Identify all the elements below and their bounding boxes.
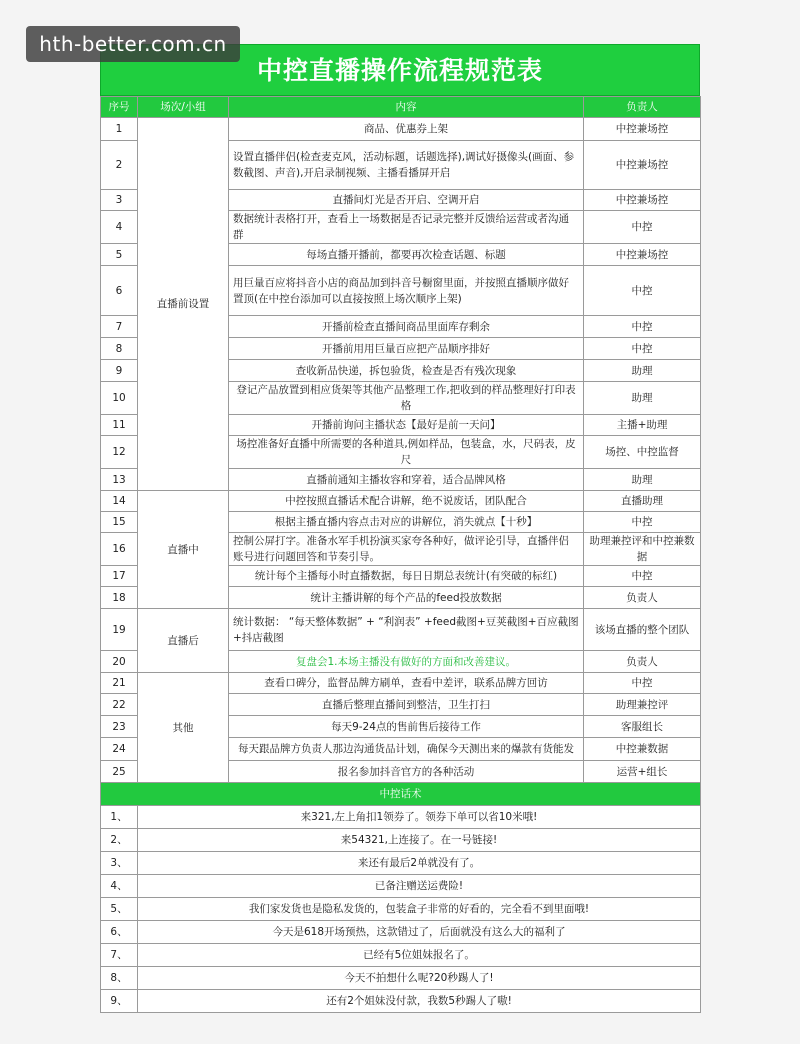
- script-number: 5、: [101, 898, 138, 921]
- row-number: 7: [101, 316, 138, 338]
- row-owner: 客服组长: [584, 716, 701, 738]
- script-number: 3、: [101, 852, 138, 875]
- row-owner: 中控: [584, 512, 701, 533]
- row-content: 查收新品快递，拆包验货，检查是否有残次现象: [229, 360, 584, 382]
- row-content: 统计主播讲解的每个产品的feed投放数据: [229, 587, 584, 609]
- row-owner: 中控兼数据: [584, 738, 701, 761]
- row-number: 22: [101, 694, 138, 716]
- row-content: 中控按照直播话术配合讲解，绝不说废话，团队配合: [229, 491, 584, 512]
- row-owner: 助理: [584, 360, 701, 382]
- script-text: 已备注赠送运费险!: [138, 875, 701, 898]
- script-text: 来还有最后2单就没有了。: [138, 852, 701, 875]
- row-content: 控制公屏打字。准备水军手机扮演买家夸各种好，做评论引导，直播伴侣账号进行问题回答和节奏引导。: [229, 533, 584, 566]
- script-row: [101, 921, 701, 944]
- row-content: 每场直播开播前，都要再次检查话题、标题: [229, 244, 584, 266]
- header-row: [101, 97, 701, 118]
- row-number: 23: [101, 716, 138, 738]
- script-number: 8、: [101, 967, 138, 990]
- table-row: [101, 491, 701, 512]
- group-cell: 直播后: [138, 609, 229, 673]
- process-table: [100, 96, 701, 1013]
- script-row: [101, 944, 701, 967]
- row-content: 直播前通知主播妆容和穿着，适合品牌风格: [229, 469, 584, 491]
- row-number: 13: [101, 469, 138, 491]
- row-content: 统计每个主播每小时直播数据，每日日期总表统计(有突破的标红): [229, 566, 584, 587]
- row-owner: 运营+组长: [584, 761, 701, 783]
- row-owner: 中控兼场控: [584, 118, 701, 141]
- script-row: [101, 990, 701, 1013]
- row-number: 12: [101, 436, 138, 469]
- row-owner: 中控: [584, 673, 701, 694]
- script-text: 已经有5位姐妹报名了。: [138, 944, 701, 967]
- script-text: 今天不拍想什么呢?20秒踢人了!: [138, 967, 701, 990]
- row-owner: 场控、中控监督: [584, 436, 701, 469]
- header-content: 内容: [229, 97, 584, 118]
- script-number: 2、: [101, 829, 138, 852]
- script-text: 还有2个姐妹没付款，我数5秒踢人了嗷!: [138, 990, 701, 1013]
- script-number: 4、: [101, 875, 138, 898]
- row-number: 24: [101, 738, 138, 761]
- group-cell: 其他: [138, 673, 229, 783]
- script-row: [101, 967, 701, 990]
- row-owner: 直播助理: [584, 491, 701, 512]
- script-number: 9、: [101, 990, 138, 1013]
- row-owner: 中控兼场控: [584, 244, 701, 266]
- script-section-header: [101, 783, 701, 806]
- row-owner: 助理: [584, 469, 701, 491]
- group-cell: 直播前设置: [138, 118, 229, 491]
- row-number: 8: [101, 338, 138, 360]
- script-section-title: 中控话术: [101, 783, 701, 806]
- row-number: 18: [101, 587, 138, 609]
- row-owner: 中控: [584, 566, 701, 587]
- row-number: 9: [101, 360, 138, 382]
- row-number: 14: [101, 491, 138, 512]
- script-row: [101, 806, 701, 829]
- row-owner: 中控: [584, 211, 701, 244]
- row-content: 根据主播直播内容点击对应的讲解位，消失就点【十秒】: [229, 512, 584, 533]
- row-content: 场控准备好直播中所需要的各种道具,例如样品，包装盒，水，尺码表，皮尺: [229, 436, 584, 469]
- row-owner: 负责人: [584, 587, 701, 609]
- row-content: 开播前用用巨量百应把产品顺序排好: [229, 338, 584, 360]
- group-cell: 直播中: [138, 491, 229, 609]
- row-content: 查看口碑分，监督品牌方刷单，查看中差评，联系品牌方回访: [229, 673, 584, 694]
- row-number: 3: [101, 190, 138, 211]
- row-number: 16: [101, 533, 138, 566]
- row-content: 直播后整理直播间到整洁，卫生打扫: [229, 694, 584, 716]
- watermark: hth-better.com.cn: [26, 26, 240, 62]
- header-no: 序号: [101, 97, 138, 118]
- row-content: 登记产品放置到相应货架等其他产品整理工作,把收到的样品整理好打印表格: [229, 382, 584, 415]
- row-owner: 助理: [584, 382, 701, 415]
- row-content: 统计数据： “每天整体数据” + “利润表” +feed截图+豆荚截图+百应截图+抖店截图: [229, 609, 584, 651]
- script-row: [101, 898, 701, 921]
- row-content: 设置直播伴侣(检查麦克风，活动标题，话题选择),调试好摄像头(画面、参数截图、声音),开启录制视频、主播看播屏开启: [229, 141, 584, 190]
- header-owner: 负责人: [584, 97, 701, 118]
- row-number: 2: [101, 141, 138, 190]
- script-row: [101, 829, 701, 852]
- row-owner: 中控: [584, 316, 701, 338]
- script-number: 7、: [101, 944, 138, 967]
- row-number: 19: [101, 609, 138, 651]
- row-number: 15: [101, 512, 138, 533]
- row-content: 数据统计表格打开，查看上一场数据是否记录完整并反馈给运营或者沟通群: [229, 211, 584, 244]
- table-row: [101, 118, 701, 141]
- row-owner: 负责人: [584, 651, 701, 673]
- row-owner: 中控: [584, 338, 701, 360]
- row-content: 商品、优惠券上架: [229, 118, 584, 141]
- row-number: 21: [101, 673, 138, 694]
- script-row: [101, 875, 701, 898]
- row-content: 直播间灯光是否开启、空调开启: [229, 190, 584, 211]
- row-owner: 中控兼场控: [584, 190, 701, 211]
- table-row: [101, 673, 701, 694]
- row-content: 复盘会1.本场主播没有做好的方面和改善建议。: [229, 651, 584, 673]
- row-content: 开播前检查直播间商品里面库存剩余: [229, 316, 584, 338]
- script-row: [101, 852, 701, 875]
- row-owner: 助理兼控评和中控兼数据: [584, 533, 701, 566]
- row-number: 17: [101, 566, 138, 587]
- row-owner: 中控: [584, 266, 701, 316]
- row-content: 每天9-24点的售前售后接待工作: [229, 716, 584, 738]
- script-text: 今天是618开场预热，这款错过了，后面就没有这么大的福利了: [138, 921, 701, 944]
- script-text: 来321,左上角扣1领券了。领券下单可以省10米哦!: [138, 806, 701, 829]
- header-group: 场次/小组: [138, 97, 229, 118]
- sheet-title: 中控直播操作流程规范表: [100, 44, 700, 96]
- row-number: 25: [101, 761, 138, 783]
- row-number: 6: [101, 266, 138, 316]
- row-number: 5: [101, 244, 138, 266]
- row-content: 用巨量百应将抖音小店的商品加到抖音号橱窗里面，并按照直播顺序做好置顶(在中控台添加可以直接按照上场次顺序上架): [229, 266, 584, 316]
- script-text: 来54321,上连接了。在一号链接!: [138, 829, 701, 852]
- table-row: [101, 609, 701, 651]
- script-number: 1、: [101, 806, 138, 829]
- process-sheet: [100, 44, 700, 1013]
- row-owner: 主播+助理: [584, 415, 701, 436]
- row-owner: 助理兼控评: [584, 694, 701, 716]
- row-number: 10: [101, 382, 138, 415]
- script-number: 6、: [101, 921, 138, 944]
- row-owner: 该场直播的整个团队: [584, 609, 701, 651]
- script-text: 我们家发货也是隐私发货的，包装盒子非常的好看的，完全看不到里面哦!: [138, 898, 701, 921]
- row-number: 20: [101, 651, 138, 673]
- row-content: 报名参加抖音官方的各种活动: [229, 761, 584, 783]
- row-number: 4: [101, 211, 138, 244]
- row-number: 1: [101, 118, 138, 141]
- row-content: 开播前询问主播状态【最好是前一天问】: [229, 415, 584, 436]
- row-content: 每天跟品牌方负责人那边沟通货品计划，确保今天测出来的爆款有货能发: [229, 738, 584, 761]
- row-owner: 中控兼场控: [584, 141, 701, 190]
- row-number: 11: [101, 415, 138, 436]
